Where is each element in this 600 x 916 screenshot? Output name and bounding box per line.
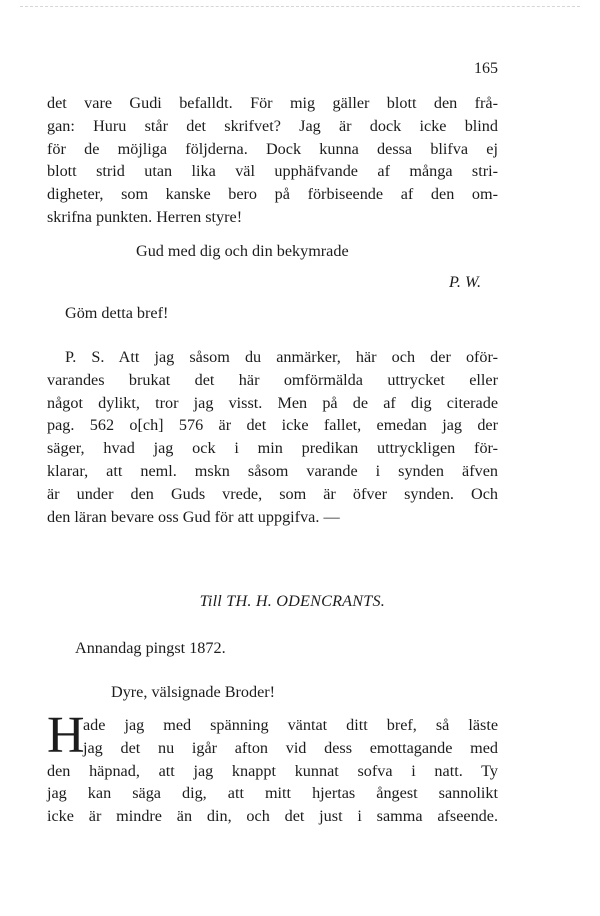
text-line: är under den Guds vrede, som är öfver synden. Och xyxy=(47,484,498,503)
text-line: digheter, som kanske bero på förbiseende af den om- xyxy=(47,185,498,204)
page-number: 165 xyxy=(474,60,498,77)
closing-line: Gud med dig och din bekymrade xyxy=(136,242,349,260)
page-top-edge xyxy=(20,6,580,7)
text-line: det vare Gudi befalldt. För mig gäller blott den frå- xyxy=(47,94,498,112)
text-line: ade jag med spänning väntat ditt bref, så läste xyxy=(83,716,498,734)
text-line: jag det nu igår afton vid dess emottagande med xyxy=(83,738,498,757)
instruction-line: Göm detta bref! xyxy=(65,304,169,322)
signature: P. W. xyxy=(449,273,481,291)
text-line: för de möjliga följderna. Dock kunna dessa blifva ej xyxy=(47,139,498,158)
text-line: blott strid utan lika väl upphäfvande af många stri- xyxy=(47,162,498,181)
text-line: den läran bevare oss Gud för att uppgifva. — xyxy=(47,507,340,526)
text-line: varandes brukat det här omförmälda uttrycket eller xyxy=(47,370,498,389)
letter-body xyxy=(47,714,498,828)
text-line: P. S. Att jag såsom du anmärker, här och der oför- xyxy=(65,348,498,366)
text-line: icke är mindre än din, och det just i samma afseende. xyxy=(47,807,498,826)
letter-heading-text: Till TH. H. ODENCRANTS. xyxy=(199,592,385,610)
paragraph-continued xyxy=(47,92,498,229)
letter-salutation: Dyre, välsignade Broder! xyxy=(111,683,276,701)
text-line: den häpnad, att jag knappt kunnat sofva i natt. Ty xyxy=(47,761,498,780)
text-line: pag. 562 o[ch] 576 är det icke fallet, emedan jag der xyxy=(47,416,498,435)
text-line: jag kan säga dig, att mitt hjertas ångest sannolikt xyxy=(47,784,498,803)
drop-cap-letter: H xyxy=(47,707,85,764)
postscript-paragraph xyxy=(47,346,498,528)
text-line: gan: Huru står det skrifvet? Jag är dock icke blind xyxy=(47,116,498,135)
text-line: något dylikt, tror jag visst. Men på de af dig citerade xyxy=(47,393,498,412)
text-line: klarar, att neml. mskn såsom varande i synden äfven xyxy=(47,461,498,480)
text-line: skrifna punkten. Herren styre! xyxy=(47,207,243,226)
letter-date: Annandag pingst 1872. xyxy=(75,639,226,657)
letter-heading xyxy=(0,590,540,613)
text-line: säger, hvad jag ock i min predikan uttryckligen för- xyxy=(47,439,498,458)
